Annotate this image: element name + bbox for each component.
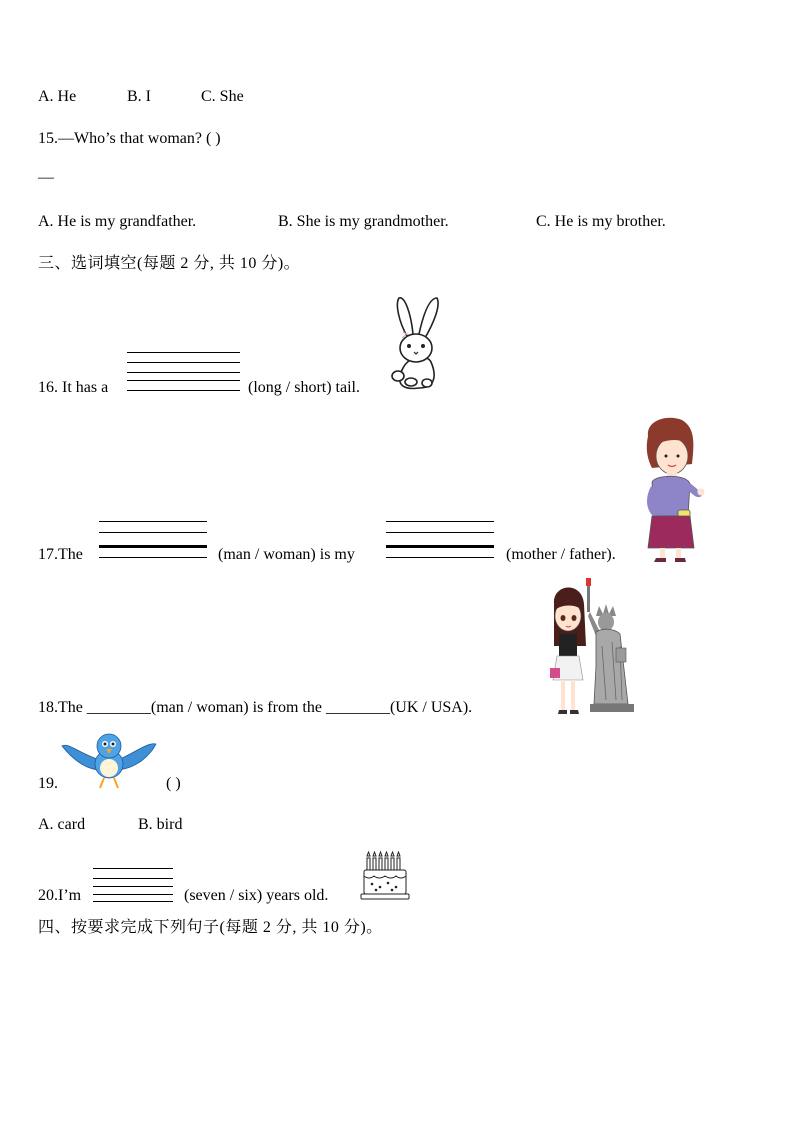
q15-answer-dash: — [38, 169, 54, 186]
q19-paren: ( ) [166, 775, 181, 792]
girl-statue-of-liberty-icon [546, 576, 642, 718]
rabbit-icon [385, 296, 445, 392]
q14-option-c: C. She [201, 88, 244, 105]
q16-prefix: 16. It has a [38, 379, 109, 396]
q15-question: 15.—Who’s that woman? ( ) [38, 130, 221, 147]
q19-option-b: B. bird [138, 816, 183, 833]
section4-heading: 四、按要求完成下列句子(每题 2 分, 共 10 分)。 [38, 919, 383, 936]
q14-option-a: A. He [38, 88, 77, 105]
q17-prefix: 17.The [38, 546, 83, 563]
q17-writing-lines-1[interactable] [99, 521, 207, 561]
section3-heading: 三、选词填空(每题 2 分, 共 10 分)。 [38, 255, 301, 272]
q20-writing-lines[interactable] [93, 868, 173, 902]
q17-middle: (man / woman) is my [218, 546, 355, 563]
q17-suffix: (mother / father). [506, 546, 616, 563]
q15-option-c: C. He is my brother. [536, 213, 666, 230]
q19-option-a: A. card [38, 816, 86, 833]
q20-prefix: 20.I’m [38, 887, 82, 904]
q19-number: 19. [38, 775, 58, 792]
q20-suffix: (seven / six) years old. [184, 887, 329, 904]
woman-icon [638, 416, 706, 564]
q15-option-a: A. He is my grandfather. [38, 213, 197, 230]
q15-option-b: B. She is my grandmother. [278, 213, 449, 230]
q16-writing-lines[interactable] [127, 352, 240, 392]
q17-writing-lines-2[interactable] [386, 521, 494, 561]
q18-text: 18.The ________(man / woman) is from the ________(UK / USA). [38, 699, 473, 716]
q14-option-b: B. I [127, 88, 151, 105]
birthday-cake-icon [360, 852, 410, 900]
q16-suffix: (long / short) tail. [248, 379, 360, 396]
bird-icon [60, 728, 158, 790]
